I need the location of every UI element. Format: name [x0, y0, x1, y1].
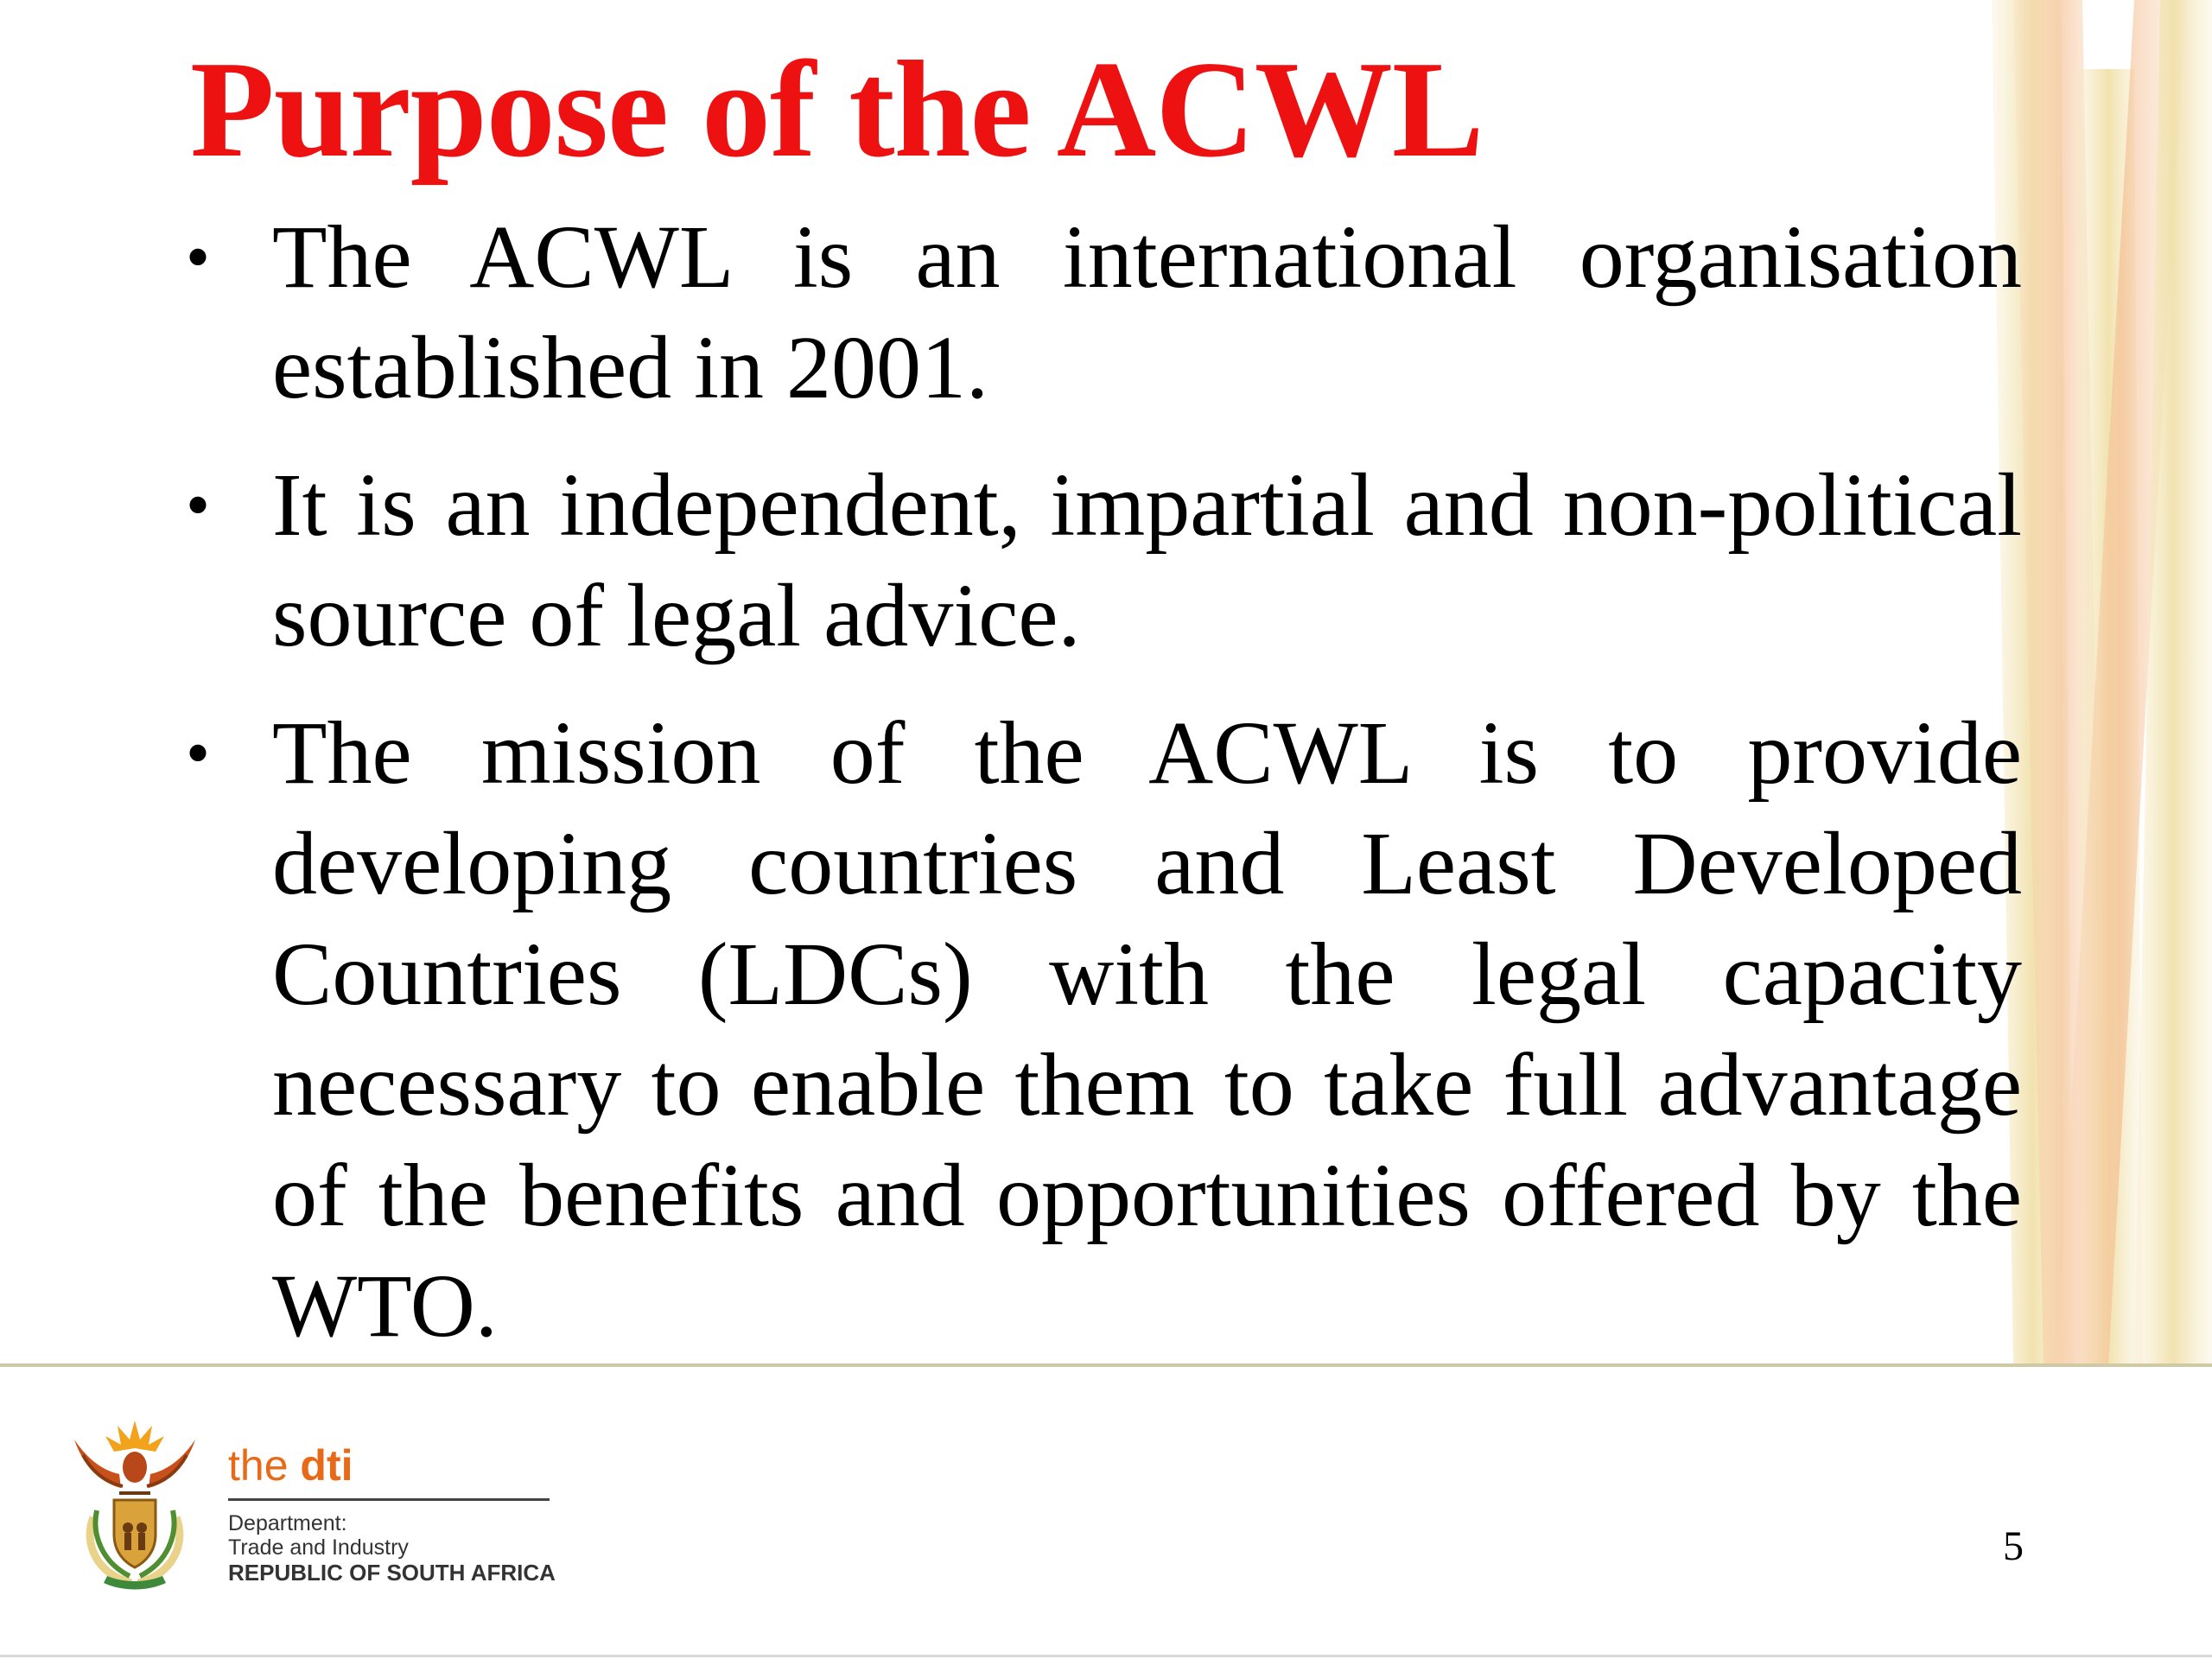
south-africa-coat-of-arms-icon — [66, 1414, 204, 1595]
bottom-border — [0, 1655, 2212, 1657]
page-number: 5 — [2003, 1523, 2024, 1569]
bullet-text: The mission of the ACWL is to provide developing countries and Least Developed Countries (LDCs) with the legal capacity necessary to enable them to take full advantage of the benefits and opportunities offered by the WTO. — [272, 703, 2022, 1356]
department-name: Trade and Industry — [228, 1535, 409, 1560]
brand-divider — [228, 1498, 550, 1501]
brand-prefix: the — [228, 1441, 289, 1490]
bullet-marker: • — [186, 715, 211, 791]
bullet-text: It is an independent, impartial and non-political source of legal advice. — [272, 455, 2022, 665]
bullet-marker: • — [186, 219, 211, 296]
brand-name: dti — [300, 1441, 353, 1490]
dti-logo-block — [228, 1441, 556, 1586]
bullet-item — [186, 450, 2022, 671]
dti-brand — [228, 1441, 556, 1490]
bullet-list — [186, 202, 2022, 1389]
country-name: REPUBLIC OF SOUTH AFRICA — [228, 1560, 556, 1586]
slide-title: Purpose of the ACWL — [190, 32, 1484, 186]
bullet-marker: • — [186, 467, 211, 543]
bullet-text: The ACWL is an international organisation established in 2001. — [272, 207, 2022, 417]
footer-divider — [0, 1363, 2212, 1367]
bullet-item — [186, 202, 2022, 423]
bullet-item — [186, 698, 2022, 1362]
department-label: Department: — [228, 1511, 347, 1535]
